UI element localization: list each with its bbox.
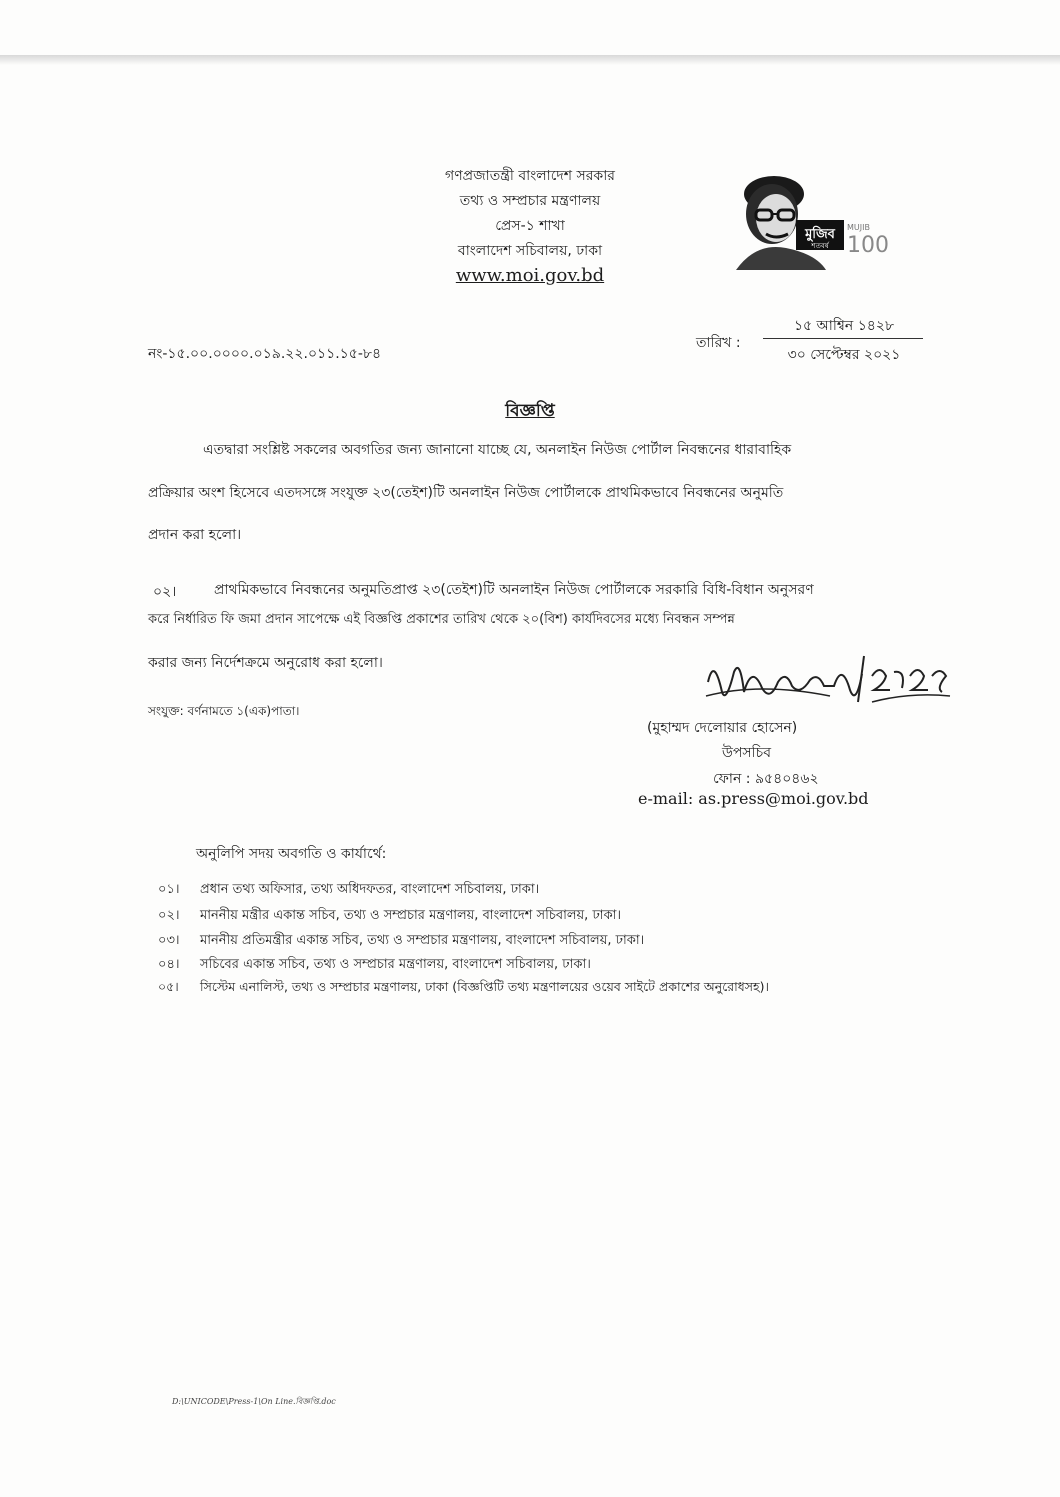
copy-list-item	[158, 906, 621, 927]
header-website: www.moi.gov.bd	[455, 265, 605, 286]
header-section: প্রেস-১ শাখা	[495, 218, 565, 234]
header-address: বাংলাদেশ সচিবালয়, ঢাকা	[457, 243, 603, 259]
body-p2-number: ০২।	[153, 584, 177, 600]
copy-item-text: প্রধান তথ্য অফিসার, তথ্য অধিদফতর, বাংলাদেশ সচিবালয়, ঢাকা।	[200, 882, 540, 897]
logo-text-bn: মুজিব	[805, 227, 835, 242]
logo-text-sub: শতবর্ষ	[811, 242, 829, 250]
signatory-email: e-mail: as.press@moi.gov.bd	[638, 789, 869, 808]
date-label: তারিখ :	[696, 335, 741, 351]
copy-item-text: মাননীয় মন্ত্রীর একান্ত সচিব, তথ্য ও সম্প্রচার মন্ত্রণালয়, বাংলাদেশ সচিবালয়, ঢাকা।	[200, 908, 622, 923]
copy-item-text: মাননীয় প্রতিমন্ত্রীর একান্ত সচিব, তথ্য ও সম্প্রচার মন্ত্রণালয়, বাংলাদেশ সচিবালয়, ঢাকা।	[200, 933, 645, 948]
copy-item-number: ০২।	[158, 908, 180, 923]
scan-shadow	[0, 55, 1060, 65]
date-english: ৩০ সেপ্টেম্বর ২০২১	[787, 347, 901, 363]
body-p1-line1: এতদ্বারা সংশ্লিষ্ট সকলের অবগতির জন্য জানানো যাচ্ছে যে, অনলাইন নিউজ পোর্টাল নিবন্ধনের ধারাবাহিক	[203, 442, 792, 458]
notice-title: বিজ্ঞপ্তি	[505, 401, 555, 421]
logo-text-en: MUJIB	[847, 223, 870, 232]
copy-list-item	[158, 880, 539, 901]
signatory-designation: উপসচিব	[722, 745, 772, 761]
copy-list-item	[158, 955, 591, 976]
copy-item-text: সিস্টেম এনালিস্ট, তথ্য ও সম্প্রচার মন্ত্রণালয়, ঢাকা (বিজ্ঞপ্তিটি তথ্য মন্ত্রণালয়ের ওয়েব সাইটে প্রকাশের অনুরোধসহ)।	[200, 979, 769, 994]
copy-list-item	[158, 979, 769, 999]
header-ministry: তথ্য ও সম্প্রচার মন্ত্রণালয়	[459, 193, 601, 209]
footer-file-path: D:\UNICODE\Press-1\On Line.বিজ্ঞপ্তি.doc	[172, 1397, 336, 1406]
enclosure-note: সংযুক্ত: বর্ণনামতে ১(এক)পাতা।	[148, 704, 300, 718]
copy-item-number: ০৪।	[158, 957, 180, 972]
header-government: গণপ্রজাতন্ত্রী বাংলাদেশ সরকার	[445, 168, 615, 184]
handwritten-signature	[700, 652, 960, 714]
logo-number: 100	[847, 233, 889, 258]
copy-item-number: ০১।	[158, 882, 180, 897]
body-p2-line1: প্রাথমিকভাবে নিবন্ধনের অনুমতিপ্রাপ্ত ২৩(তেইশ)টি অনলাইন নিউজ পোর্টালকে সরকারি বিধি-বিধান অনুসরণ	[214, 582, 814, 598]
signatory-name: (মুহাম্মদ দেলোয়ার হোসেন)	[647, 720, 798, 736]
body-p1-line2: প্রক্রিয়ার অংশ হিসেবে এতদসঙ্গে সংযুক্ত ২৩(তেইশ)টি অনলাইন নিউজ পোর্টালকে প্রাথমিকভাবে নিবন্ধনের অনুমতি	[148, 485, 784, 501]
copy-item-number: ০৫।	[158, 979, 179, 994]
date-bangla: ১৫ আশ্বিন ১৪২৮	[793, 318, 895, 334]
signatory-phone: ফোন : ৯৫৪০৪৬২	[713, 771, 819, 787]
copy-list-item	[158, 931, 644, 952]
date-divider	[763, 338, 923, 339]
copy-heading: অনুলিপি সদয় অবগতি ও কার্যার্থে:	[196, 846, 387, 862]
copy-item-text: সচিবের একান্ত সচিব, তথ্য ও সম্প্রচার মন্ত্রণালয়, বাংলাদেশ সচিবালয়, ঢাকা।	[200, 957, 591, 972]
memo-number: নং-১৫.০০.০০০০.০১৯.২২.০১১.১৫-৮৪	[148, 346, 382, 362]
copy-item-number: ০৩।	[158, 933, 180, 948]
mujib-borsho-logo-icon	[726, 158, 896, 270]
body-p2-line3: করার জন্য নির্দেশক্রমে অনুরোধ করা হলো।	[148, 655, 383, 671]
body-p2-line2: করে নির্ধারিত ফি জমা প্রদান সাপেক্ষে এই বিজ্ঞপ্তি প্রকাশের তারিখ থেকে ২০(বিশ) কার্যদিবসের মধ্যে নিবন্ধন সম্পন্ন	[148, 612, 735, 627]
body-p1-line3: প্রদান করা হলো।	[148, 527, 242, 543]
